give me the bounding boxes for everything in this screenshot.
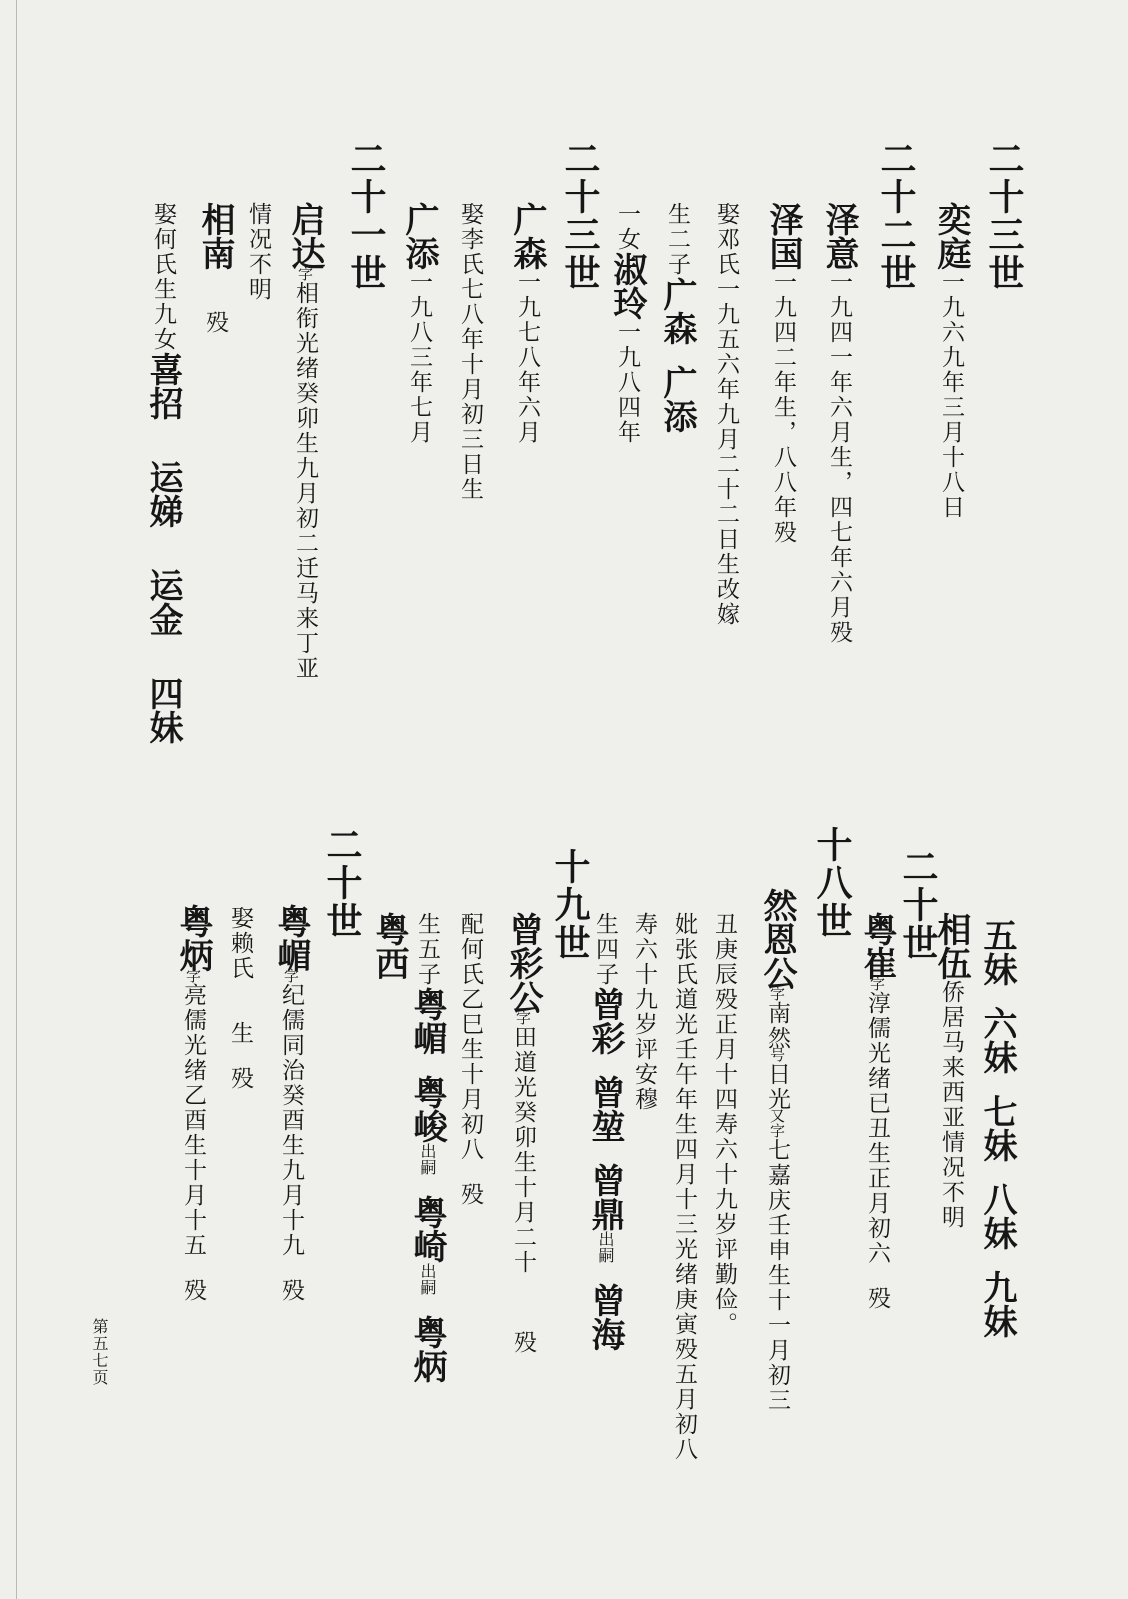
entry-sisters: [977, 918, 1017, 1338]
entry-yuexi: 粤西: [369, 912, 409, 980]
person-name: 广添: [399, 202, 439, 270]
person-name: 四妹: [143, 676, 183, 744]
generation-heading-18: 十八世: [811, 826, 853, 940]
entry-text: 殁: [227, 1066, 253, 1091]
entry-xiangwu: [931, 912, 971, 1230]
entry-text: 殁: [180, 1278, 206, 1303]
person-name: 曾鼎: [585, 1163, 625, 1231]
person-name: 广森: [657, 277, 697, 345]
zi-marker: 字: [184, 968, 202, 983]
entry-text: 生五子: [414, 912, 440, 987]
generation-heading-22: 二十二世: [875, 140, 917, 292]
entry-yuemei: [271, 904, 311, 1303]
entry-he-daughters: [143, 202, 183, 744]
entry-text: 一九四二年生，八八年殁: [770, 270, 796, 545]
adopted-note: 出嗣: [418, 1263, 437, 1295]
generation-heading-21: 二十一世: [345, 140, 387, 292]
person-name: 八妹: [977, 1182, 1017, 1250]
person-name: 广添: [657, 365, 697, 433]
entry-ranengong: [757, 888, 797, 1413]
page-number: 第五七页: [90, 1318, 109, 1386]
entry-text: 一九七八年六月: [514, 270, 540, 445]
generation-heading-19: 十九世: [549, 848, 591, 962]
hao-marker: 号: [768, 1047, 786, 1062]
person-name: 相南: [195, 202, 235, 270]
person-name: 粤嵋: [407, 987, 447, 1055]
entry-text: 相衔光绪癸卯生九月初二迁马来丁亚: [292, 281, 318, 681]
entry-text: 亮儒光绪乙酉生十月十五: [180, 983, 206, 1258]
person-name: 曾彩: [585, 987, 625, 1055]
entry-yuecui: [857, 912, 897, 1311]
person-name: 七妹: [977, 1094, 1017, 1162]
person-name: 泽国: [763, 202, 803, 270]
zi-marker: 字: [868, 976, 886, 991]
person-name: 粤峻: [407, 1075, 447, 1143]
entry-wife-he: [458, 912, 481, 1207]
page-margin-line: [16, 0, 17, 1599]
entry-text: 田道光癸卯生十月二十: [510, 1025, 536, 1275]
entry-qida: [285, 202, 325, 681]
entry-text-li: 娶李氏七八年十月初三日生: [457, 202, 483, 502]
person-name: 粤嵋: [271, 904, 311, 972]
entry-text: 一女: [614, 202, 640, 252]
entry-text-death: 丑庚辰殁正月十四寿六十九岁评勤俭。: [711, 912, 737, 1337]
entry-text: 殁: [202, 310, 228, 335]
entry-zeyi: [819, 202, 859, 645]
entry-guangtian: [399, 202, 439, 445]
adopted-note: 出嗣: [418, 1143, 437, 1175]
person-name: 粤炳: [173, 904, 213, 972]
entry-text: 淳儒光绪已丑生正月初六: [864, 991, 890, 1266]
person-name: 泽意: [819, 202, 859, 270]
person-name: 曾彩公: [503, 912, 543, 1014]
entry-text: 一九八三年七月: [406, 270, 432, 445]
person-name: 五妹: [977, 918, 1017, 986]
person-name: 运金: [143, 568, 183, 636]
person-name: 淑玲: [607, 252, 647, 320]
zi-marker: 字: [282, 968, 300, 983]
person-name: 粤炳: [407, 1315, 447, 1383]
entry-text: 殁: [864, 1286, 890, 1311]
person-name: 粤崎: [407, 1195, 447, 1263]
person-name: 喜招: [143, 352, 183, 420]
entry-text: 娶赖氏: [227, 906, 253, 981]
entry-text-wife: 娶邓氏一九五六年九月二十二日生改嫁: [713, 202, 739, 627]
entry-text: 生四子: [592, 912, 618, 987]
entry-text: 一九四一年六月生，四七年六月殁: [826, 270, 852, 645]
entry-text: 殁: [457, 1182, 483, 1207]
person-name: 六妹: [977, 1006, 1017, 1074]
entry-text: 纪儒同治癸酉生九月十九: [278, 983, 304, 1258]
entry-text-age: 寿六十九岁评安穆: [631, 912, 657, 1112]
entry-text: 侨居马来西亚情况不明: [938, 980, 964, 1230]
zi-marker: 字: [296, 266, 314, 281]
entry-text: 殁: [510, 1330, 536, 1355]
entry-text: 一九八四年: [614, 320, 640, 445]
entry-guangsen: [507, 202, 547, 445]
person-name: 相伍: [931, 912, 971, 980]
zi-marker: 字: [514, 1010, 532, 1025]
generation-heading-23b: 二十三世: [559, 140, 601, 292]
entry-yuebing: [173, 904, 213, 1303]
entry-text-unknown: 情况不明: [245, 202, 271, 302]
entry-text: 生二子: [664, 202, 690, 277]
entry-daughter: [607, 202, 647, 445]
person-name: 然恩公: [757, 888, 797, 990]
entry-sons: [657, 202, 697, 433]
person-name: 运娣: [143, 460, 183, 528]
entry-wife-lai: [228, 906, 251, 1091]
entry-yiting: [931, 202, 971, 520]
person-name: 广森: [507, 202, 547, 270]
entry-text: 殁: [278, 1278, 304, 1303]
entry-text: 娶何氏生九女: [150, 202, 176, 352]
entry-zeguo: [763, 202, 803, 545]
person-name: 奕庭: [931, 202, 971, 270]
person-name: 曾海: [585, 1283, 625, 1351]
generation-heading-20b: 二十世: [321, 826, 363, 940]
generation-heading-23: 二十三世: [983, 140, 1025, 292]
generation-heading-20: 二十世: [897, 848, 939, 962]
person-name: 九妹: [977, 1270, 1017, 1338]
entry-text: 南然: [764, 1001, 790, 1051]
zi-marker: 字: [768, 986, 786, 1001]
entry-five-sons: [407, 912, 447, 1383]
entry-text: 七嘉庆壬申生十一月初三: [764, 1138, 790, 1413]
person-name: 粤崔: [857, 912, 897, 980]
entry-text-wife-zhang: 妣张氏道光壬午年生四月十三光绪庚寅殁五月初八: [671, 912, 697, 1462]
youzi-marker: 又字: [768, 1108, 786, 1138]
adopted-note: 出嗣: [596, 1231, 615, 1263]
person-name: 启达: [285, 202, 325, 270]
entry-four-sons: [585, 912, 625, 1351]
entry-text: 配何氏乙巳生十月初八: [457, 912, 483, 1162]
entry-text: 日光: [764, 1062, 790, 1112]
person-name: 曾堃: [585, 1075, 625, 1143]
entry-text: 一九六九年三月十八日: [938, 270, 964, 520]
entry-zengcaigong: [503, 912, 543, 1355]
entry-xiangnan: [195, 202, 235, 335]
entry-text: 生: [227, 1021, 253, 1046]
